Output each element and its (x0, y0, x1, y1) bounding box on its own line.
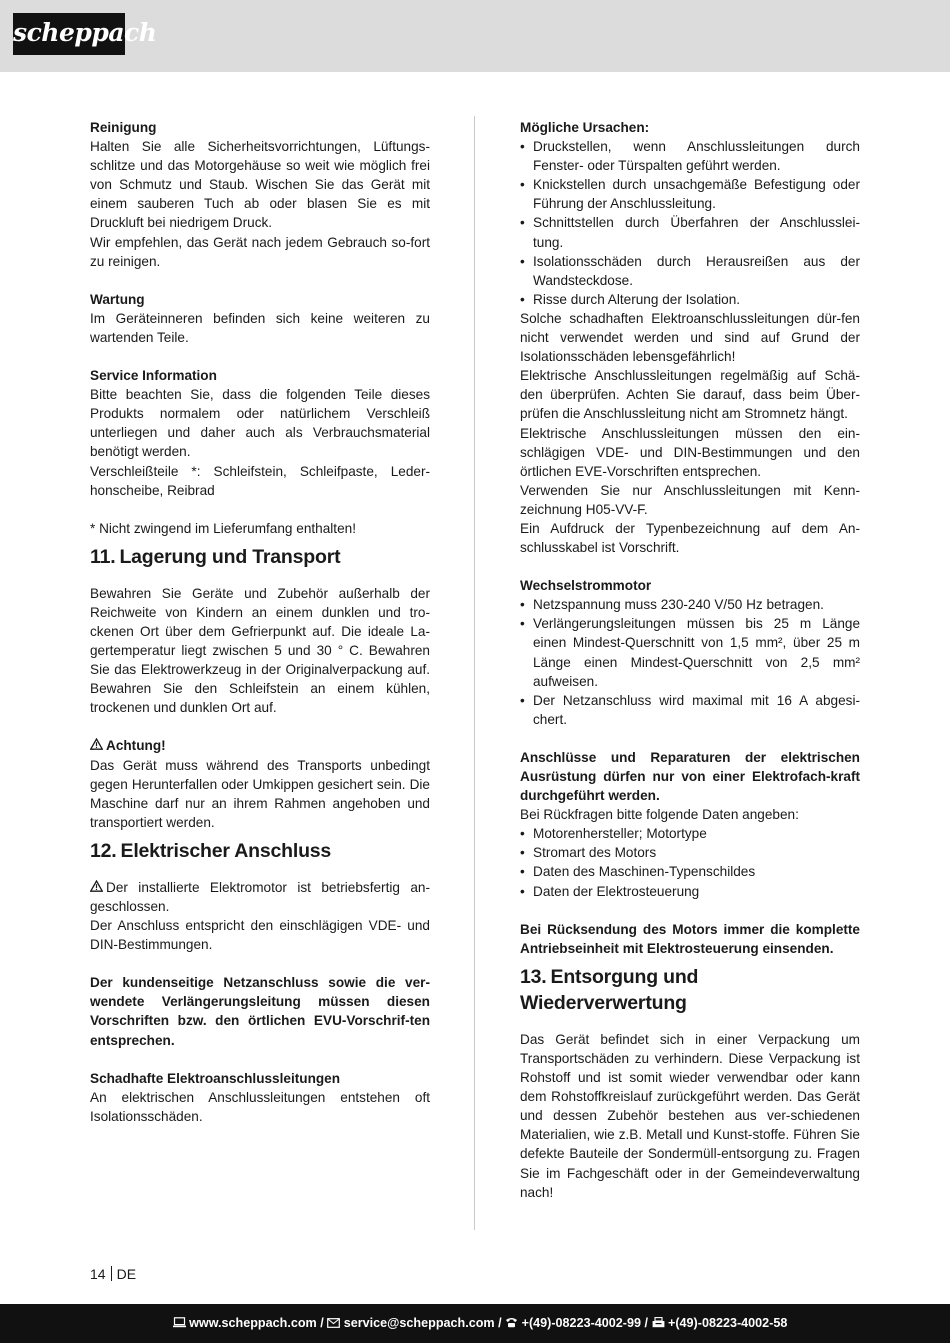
left-column (90, 118, 430, 1126)
footer-fax[interactable]: +(49)-08223-4002-58 (668, 1316, 788, 1330)
column-divider (474, 116, 475, 1230)
rueckfragen-paragraph: Bei Rückfragen bitte folgende Daten angeben: (520, 807, 799, 823)
reinigung-paragraph-2: Wir empfehlen, das Gerät nach jedem Gebrauch so-fort zu reinigen. (90, 234, 430, 269)
phone-icon (505, 1304, 518, 1343)
footer-separator: / (498, 1316, 502, 1330)
section-12-title: Elektrischer Anschluss (120, 839, 332, 862)
ursachen-paragraph-1: Solche schadhaften Elektroanschlussleitungen dür-fen nicht verwendet werden und sind auf Grund der Isolationsschäden lebensgefährlich! (520, 310, 860, 365)
list-item: • Druckstellen, wenn Anschlussleitungen durch Fenster- oder Türspalten geführt werden. (520, 137, 860, 175)
ursachen-heading: Mögliche Ursachen: (520, 120, 650, 135)
page-header (0, 0, 950, 72)
service-heading: Service Information (90, 368, 217, 384)
section-12-paragraph-1-text: Der installierte Elektromotor ist betriebsfertig an-geschlossen. (90, 879, 430, 914)
section-12-bold-notice: Der kundenseitige Netzanschluss sowie die ver-wendete Verlängerungsleitung müssen diesen Vorschriften bzw. den örtlichen EVU-Vorschrif-ten entsprechen. (90, 975, 430, 1048)
footer-email[interactable]: service@scheppach.com (343, 1316, 495, 1330)
section-13-heading (520, 964, 860, 1016)
section-12-heading (90, 838, 430, 864)
service-paragraph-1: Bitte beachten Sie, dass die folgenden Teile dieses Produkts normalem oder natürlichem Verschleiß unterliegen und daher auch als Verbrauchsmaterial benötigt werden. (90, 387, 430, 460)
wechselstrommotor-list (520, 595, 860, 729)
section-11-heading (90, 544, 430, 570)
computer-icon (173, 1304, 186, 1343)
list-item: • Daten der Elektrosteuerung (520, 882, 860, 901)
achtung-heading (90, 736, 430, 755)
rueckfragen-list (520, 824, 860, 900)
section-12-paragraph-1 (90, 878, 430, 916)
ursachen-paragraph-5: Ein Aufdruck der Typenbezeichnung auf dem An-schlusskabel ist Vorschrift. (520, 520, 860, 556)
right-column (520, 118, 860, 1202)
ruecksendung-bold-notice: Bei Rücksendung des Motors immer die komplette Antriebseinheit mit Elektrosteuerung einsenden. (520, 921, 860, 956)
section-12-number: 12. (90, 839, 117, 862)
list-item: • Netzspannung muss 230-240 V/50 Hz betragen. (520, 595, 860, 614)
list-item: • Motorenhersteller; Motortype (520, 824, 860, 843)
warning-icon (90, 736, 103, 755)
list-item: • Daten des Maschinen-Typenschildes (520, 862, 860, 881)
list-item: • Stromart des Motors (520, 843, 860, 862)
footer-phone[interactable]: +(49)-08223-4002-99 (521, 1316, 641, 1330)
ursachen-paragraph-2: Elektrische Anschlussleitungen regelmäßig auf Schä-den überprüfen. Achten Sie darauf, dass beim Über-prüfen die Anschlussleitung nicht am Stromnetz hängt. (520, 368, 860, 422)
list-item: • Risse durch Alterung der Isolation. (520, 290, 860, 309)
list-item: • Schnittstellen durch Überfahren der Anschlusslei-tung. (520, 213, 860, 251)
section-11-title: Lagerung und Transport (119, 545, 341, 568)
list-item: • Isolationsschäden durch Herausreißen aus der Wandsteckdose. (520, 252, 860, 290)
section-11-number: 11. (90, 545, 116, 568)
service-paragraph-2: Verschleißteile *: Schleifstein, Schleifpaste, Leder-honscheibe, Reibrad (90, 463, 430, 498)
schadhafte-heading: Schadhafte Elektroanschlussleitungen (90, 1070, 341, 1086)
footer-separator: / (644, 1316, 648, 1330)
schadhafte-paragraph: An elektrischen Anschlussleitungen entstehen oft Isolationsschäden. (90, 1089, 430, 1124)
section-13-title: Entsorgung und Wiederverwertung (520, 965, 699, 1014)
page-language: DE (116, 1266, 137, 1282)
page-number (90, 1264, 136, 1284)
section-11-paragraph: Bewahren Sie Geräte und Zubehör außerhalb der Reichweite von Kindern an einem dunklen und tro-ckenen Ort über dem Gefrierpunkt auf. Die ideale La-gertemperatur liegt zwischen 5 und 30 ° C. Bewahren Sie das Elektrowerkzeug in der Originalverpackung auf. Bewahren Sie den Schleifstein an einem kühlen, trockenen und dunklen Ort auf. (90, 585, 430, 716)
anschluss-bold-notice: Anschlüsse und Reparaturen der elektrischen Ausrüstung dürfen nur von einer Elektrofach-kraft durchgeführt werden. (520, 749, 860, 804)
footer-website[interactable]: www.scheppach.com (189, 1316, 317, 1330)
ursachen-list (520, 137, 860, 309)
reinigung-heading: Reinigung (90, 120, 157, 135)
service-note: * Nicht zwingend im Lieferumfang enthalten! (90, 520, 356, 536)
list-item: • Verlängerungsleitungen müssen bis 25 m Länge einen Mindest-Querschnitt von 1,5 mm², über 25 m Länge einen Mindest-Querschnitt von 2,5 mm² aufweisen. (520, 614, 860, 690)
achtung-paragraph: Das Gerät muss während des Transports unbedingt gegen Herunterfallen oder Umkippen gesichert sein. Die Maschine darf nur an ihrem Rahmen angehoben und transportiert werden. (90, 757, 430, 830)
list-item: • Der Netzanschluss wird maximal mit 16 A abgesi-chert. (520, 691, 860, 729)
section-13-paragraph: Das Gerät befindet sich in einer Verpackung um Transportschäden zu verhindern. Diese Verpackung ist Rohstoff und ist somit wieder verwendbar oder kann dem Rohstoffkreislauf zurückgeführt werden. Das Gerät und dessen Zubehör bestehen aus ver-schiedenen Materialien, wie z.B. Metall und Kunst-stoffe. Führen Sie defekte Bauteile der Sondermüll-entsorgung zu. Fragen Sie im Fachgeschäft oder in der Gemeindeverwaltung nach! (520, 1031, 860, 1200)
wartung-heading: Wartung (90, 291, 145, 307)
reinigung-paragraph-1: Halten Sie alle Sicherheitsvorrichtungen, Lüftungs-schlitze und das Motorgehäuse so weit wie möglich frei von Schmutz und Staub. Wischen Sie das Gerät mit einem sauberen Tuch ab oder blasen Sie es mit Druckluft bei niedrigem Druck. (90, 139, 430, 231)
list-item: • Knickstellen durch unsachgemäße Befestigung oder Führung der Anschlussleitung. (520, 175, 860, 213)
page-number-value: 14 (90, 1266, 106, 1282)
fax-icon (652, 1304, 665, 1343)
wechselstrommotor-heading: Wechselstrommotor (520, 578, 652, 594)
achtung-title: Achtung! (106, 738, 166, 754)
page-footer (0, 1304, 950, 1343)
ursachen-paragraph-3: Elektrische Anschlussleitungen müssen den ein-schlägigen VDE- und DIN-Bestimmungen und den örtlichen EVE-Vorschriften entsprechen. (520, 425, 860, 479)
wartung-paragraph: Im Geräteinneren befinden sich keine weiteren zu wartenden Teile. (90, 310, 430, 345)
footer-separator: / (320, 1316, 324, 1330)
mail-icon (327, 1304, 340, 1343)
section-13-number: 13. (520, 965, 547, 988)
scheppach-logo: scheppach (13, 13, 125, 55)
ursachen-paragraph-4: Verwenden Sie nur Anschlussleitungen mit Kenn-zeichnung H05-VV-F. (520, 482, 860, 517)
warning-icon (90, 878, 103, 897)
section-12-paragraph-2: Der Anschluss entspricht den einschlägigen VDE- und DIN-Bestimmungen. (90, 918, 430, 953)
